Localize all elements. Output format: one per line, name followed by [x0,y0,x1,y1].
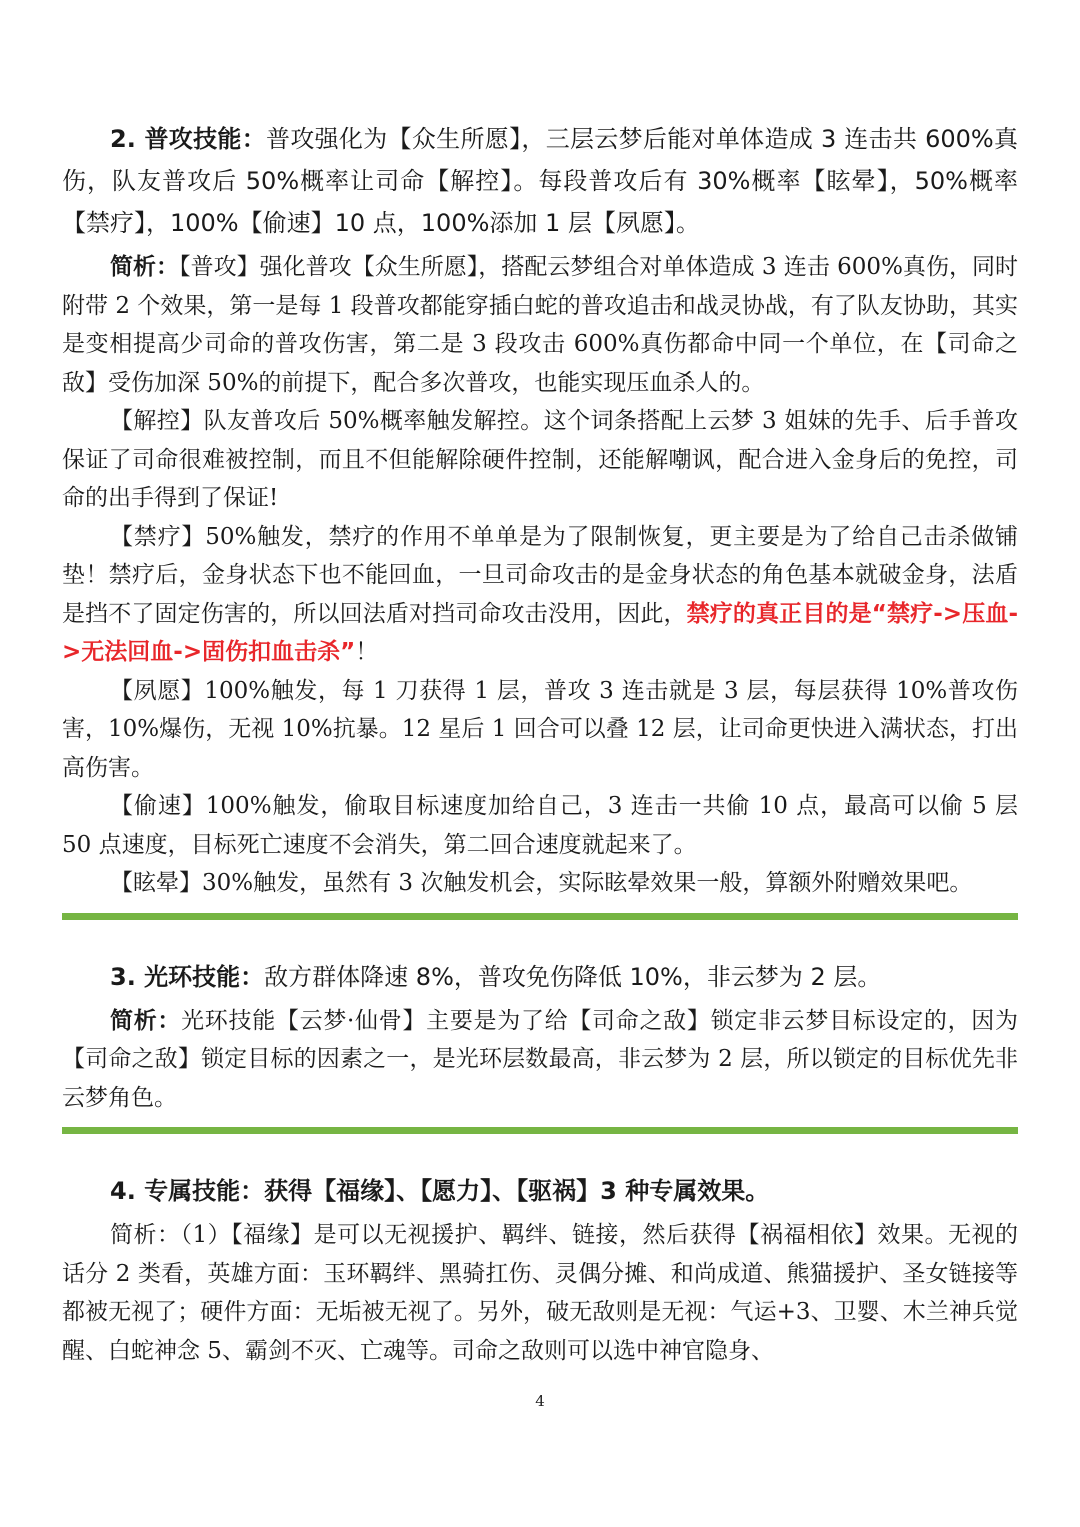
section-divider-2 [62,1127,1018,1134]
xuanyun-paragraph: 【眩晕】30%触发，虽然有 3 次触发机会，实际眩晕效果一般，算额外附赠效果吧。 [110,870,973,896]
section-3-analysis [62,1002,1018,1118]
tousu-paragraph: 【偷速】100%触发，偷取目标速度加给自己，3 连击一共偷 10 点，最高可以偷 5 层 50 点速度，目标死亡速度不会消失，第二回合速度就起来了。 [62,793,1018,858]
section-3-label: 3. 光环技能： [110,962,265,991]
section-4-label: 4. 专属技能： [110,1177,265,1205]
jinliao-highlight: 禁疗的真正目的是“禁疗->压血->无法回血->固伤扣血击杀” [62,600,1019,665]
suyuan-paragraph: 【夙愿】100%触发，每 1 刀获得 1 层，普攻 3 连击就是 3 层，每层获得 10%普攻伤害，10%爆伤，无视 10%抗暴。12 星后 1 回合可以叠 12 层，让司命更快进入满状态，打出高伤害。 [62,677,1018,781]
analysis-label: 简析： [110,254,180,280]
section-2-analysis [62,248,1018,402]
page-number: 4 [535,1392,545,1410]
jinliao-text: 【禁疗】50%触发，禁疗的作用不单单是为了限制恢复，更主要是为了给自己击杀做铺垫！禁疗后，金身状态下也不能回血，一旦司命攻击的是金身状态的角色基本就破金身，法盾是挡不了固定伤害的，所以回法盾对挡司命攻击没用，因此， [62,523,1018,627]
section-2-label: 2. 普攻技能： [110,125,267,153]
section-4-analysis: 简析：（1）【福缘】是可以无视援护、羁绊、链接，然后获得【祸福相依】效果。无视的话分 2 类看，英雄方面：玉环羁绊、黑骑扛伤、灵偶分摊、和尚成道、熊猫援护、圣女链接等都被无视了；硬件方面：无垢被无视了。另外，破无敌则是无视：气运+3、卫婴、木兰神兵觉醒、白蛇神念 5、霸剑不灭、亡魂等。司命之敌则可以选中神官隐身、 [62,1222,1018,1364]
section-3-heading-text: 敌方群体降速 8%，普攻免伤降低 10%，非云梦为 2 层。 [264,962,882,991]
section-divider-1 [62,913,1018,920]
jinliao-paragraph [62,518,1018,672]
section-2-heading-text: 普攻强化为【众生所愿】，三层云梦后能对单体造成 3 连击共 600%真伤，队友普攻后 50%概率让司命【解控】。每段普攻后有 30%概率【眩晕】，50%概率【禁疗】，100%【偷速】10 点，100%添加 1 层【夙愿】。 [62,125,1018,237]
section-3-heading [62,956,1018,998]
analysis-label: 简析： [110,1007,182,1034]
section-4-heading [62,1170,1018,1212]
section-3-analysis-text: 光环技能【云梦·仙骨】主要是为了给【司命之敌】锁定非云梦目标设定的，因为【司命之敌】锁定目标的因素之一，是光环层数最高，非云梦为 2 层，所以锁定的目标优先非云梦角色。 [62,1007,1019,1111]
section-2-heading [62,118,1018,244]
section-4-heading-text: 获得【福缘】、【愿力】、【驱祸】3 种专属效果。 [264,1177,770,1205]
page-content [62,118,1018,1370]
jiekong-paragraph: 【解控】队友普攻后 50%概率触发解控。这个词条搭配上云梦 3 姐妹的先手、后手普攻保证了司命很难被控制，而且不但能解除硬件控制，还能解嘲讽，配合进入金身后的免控，司命的出手得到了保证! [62,408,1018,511]
section-2-analysis-text: 【普攻】强化普攻【众生所愿】，搭配云梦组合对单体造成 3 连击 600%真伤，同时附带 2 个效果，第一是每 1 段普攻都能穿插白蛇的普攻追击和战灵协战，有了队友协助，其实是变相提高少司命的普攻伤害，第二是 3 段攻击 600%真伤都命中同一个单位，在【司命之敌】受伤加深 50%的前提下，配合多次普攻，也能实现压血杀人的。 [62,254,1019,396]
jinliao-end: ！ [355,639,379,665]
